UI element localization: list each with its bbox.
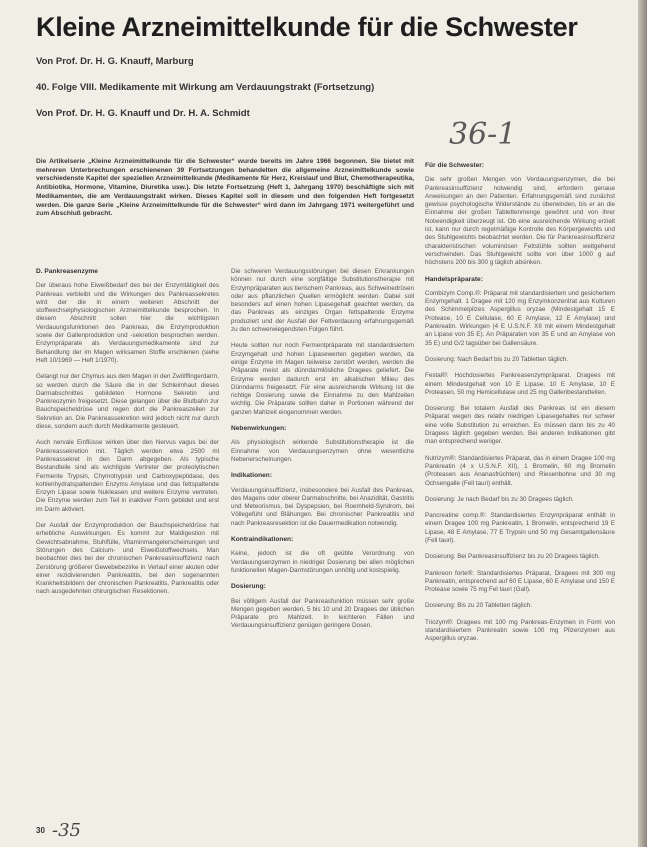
paragraph: Keine, jedoch ist die oft geübte Verordnung von Verdauungsenzymen in niedriger Dosierung bei allen möglichen funktionellen Magen-Darmstörungen unnötig und kostspielig. bbox=[231, 550, 414, 574]
handwritten-note bbox=[447, 108, 517, 156]
paragraph: Bei völligem Ausfall der Pankreasfunktion müssen sehr große Mengen gegeben werden, 5 bis 10 und 20 Dragees der üblichen Präparate pro Mahlzeit. In leichteren Fällen und Verdauungsinsuffizienz genügen geringere Dosen. bbox=[231, 597, 414, 630]
paragraph: Der überaus hohe Eiweißbedarf des bei der Enzymtätigkeit des Pankreas verbleibt und die Wirkungen des Pankreassekretes wird der die in einem weiteren Abschnitt der stoffwechselphysiologischen Arzneimittelkunde besprochen. In diesem Abschnitt sollen hier die wichtigsten Verdauungsfunktionen des Pankreas, die Enzymproduktion sowie der Gallenproduktion und -sekretion besprochen werden. Enzympräparate als Verdauungsmedikamente sind zur Behandlung der im Magen wirksamen Stoffe erschienen (siehe Heft 10/1969 — Heft 1/1970). bbox=[36, 282, 219, 364]
paragraph: Verdauungsinsuffizienz, insbesondere bei Ausfall des Pankreas, des Magens oder oberer Darmabschnitte, bei Anazidität, Gastritis und Meteorismus, bei Dyspepsien, bei Roemheld-Syndrom, bei Völlegefühl und Blähungen. Bei chronischer Pankreatitis und nach Pankreasresektion ist die Dauermedikation notwendig. bbox=[231, 486, 414, 527]
paragraph: Triozym®: Dragees mit 100 mg Pankreas-Enzymen in Form von standardisiertem Pankreatin sowie 100 mg Pilzenzymen aus Aspergillus oryzae. bbox=[425, 618, 615, 643]
paragraph: Pankreon forte®: Standardisiertes Präparat, Dragees mit 300 mg Pankreatin, entsprechend auf 60 E Lipase, 60 E Amylase und 150 E Protease sowie 75 mg Fel tauri (Gall). bbox=[425, 569, 615, 594]
section-heading: Kontraindikationen: bbox=[231, 536, 294, 544]
paragraph: Dosierung: Bei totalem Ausfall des Pankreas ist ein diesem Präparat wegen des relativ niedrigen Lipasegehaltes nur schwer eine volle Substitution zu erreichen. Es müssen dann bis zu 40 Dragees täglich gegeben werden. Bei anderen Indikationen gibt man entsprechend weniger. bbox=[425, 405, 615, 446]
paragraph: Dosierung: Je nach Bedarf bis zu 30 Dragees täglich. bbox=[425, 495, 574, 503]
section-heading: Dosierung: bbox=[231, 583, 266, 591]
intro-paragraph: Die Artikelserie „Kleine Arzneimittelkunde für die Schwester“ wurde bereits im Jahre 1966 begonnen. Sie bietet mit mehreren Unterbrechungen erschienenen 39 Fortsetzungen behandelten die allgemeine Arzneimittelkunde sowie verschiedenste Kapitel der speziellen Arzneimittelkunde (Medikamente für Herz, Kreislauf und Blut, Chemotherapeutika, Antibiotika, Hormone, Vitamine, Diuretika usw.). Die letzte Fortsetzung (Heft 1, Jahrgang 1970) beschäftigte sich mit Medikamenten, die am Verdauungstrakt wirken. Dieses Kapitel soll in diesem und den folgenden Heft fortgesetzt werden. Die ganze Serie „Kleine Arzneimittelkunde für die Schwester“ wird dann im Jahrgang 1971 weitergeführt und zum Abschluß gebracht. bbox=[36, 158, 414, 218]
section-heading: Handelspräparate: bbox=[425, 275, 483, 283]
column-3 bbox=[425, 162, 615, 652]
article-title: Kleine Arzneimittelkunde für die Schwester bbox=[36, 12, 578, 42]
paragraph: Die sehr großen Mengen von Verdauungsenzymen, die bei Pankreasinsuffizienz notwendig sind, erfordern genaue Anweisungen an den Patienten. Erfahrungsgemäß sind zunächst gewisse psychologische Widerstände zu überwinden, bis er an die Einnahme der großen Tablettenmenge gewöhnt und von ihrer Notwendigkeit überzeugt ist. Ob eine ausreichende Wirkung erzielt ist, kann nur durch regelmäßige Kontrolle des Körpergewichts und des Stuhlgewichts beobachtet werden. Die für Pankreasinsuffizienz charakteristischen voluminösen Fettstühle sollten weitgehend verschwinden. Das Stuhlgewicht sollte von über 1000 g auf höchstens 200 bis 300 g täglich absinken. bbox=[425, 176, 615, 267]
author-line: Von Prof. Dr. H. G. Knauff und Dr. H. A. Schmidt bbox=[36, 108, 250, 119]
paragraph: Die schweren Verdauungsstörungen bei diesen Erkrankungen können nur durch eine sorgfältige Substitutionstherapie mit Enzympräparaten aus tierischem Pankreas, aus Schweinedrüsen oder aus pflanzlichen Quellen ermöglicht werden. Dabei soll besonders auf einen hohen Lipasegehalt geachtet werden, da das Pankreas als einziges Organ fettspaltende Enzyme produziert und der Ausfall der Fettverdauung erfahrungsgemäß zu den schwerwiegendsten Folgen führt. bbox=[231, 268, 414, 334]
page-number: 30 bbox=[36, 826, 45, 835]
paragraph: Festal®: Hochdosiertes Pankreasenzympräparat. Dragees mit einem Mindestgehalt von 10 E Lipase, 10 E Amylase, 10 E Proteasen, 50 mg Hemicellulase und 25 mg Gallenbestandteilen. bbox=[425, 372, 615, 396]
paragraph: Auch nervale Einflüsse wirken über den Nervus vagus bei der Pankreassekretion mit. Täglich werden etwa 2500 ml Pankreassekret in den Darm abgegeben. Als typische Bestandteile sind als wichtigste Vertreter der proteolytischen Fermente Trypsin, Chymotrypsin und Carboxypeptidase, des kohlenhydratspaltenden Enzyms Amylase und das fettspaltende Enzym Lipase sowie Nukleasen und weitere Enzyme vertreten. Die Enzyme werden zum Teil in inaktiver Form gebildet und erst im Darm aktiviert. bbox=[36, 439, 219, 513]
handwritten-page-mark bbox=[52, 816, 96, 842]
svg-text:-35: -35 bbox=[52, 820, 81, 841]
paragraph: Der Ausfall der Enzymproduktion der Bauchspeicheldrüse hat erhebliche Auswirkungen. Es kommt zur Maldigestion mit Gewichtsabnahme, Stuhlfülle, Vitaminmangelerscheinungen und Störungen des Calcium- und Eiweißstoffwechsels. Man beobachtet dies bei der chronischen Pankreasinsuffizienz nach Zerstörung größerer Gewebebezirke in Verlauf einer akuten oder einer rezidivierenden Pankreatitis, bei den sogenannten Krankheitsbildern der chronischen Pankreatitis, Pankreatitis oder nach ausgedehnten chirurgischen Resektionen. bbox=[36, 522, 219, 596]
section-heading: D. Pankreasenzyme bbox=[36, 268, 98, 275]
paragraph: Dosierung: Bei Pankreasinsuffizienz bis zu 20 Dragees täglich. bbox=[425, 553, 600, 561]
column-1 bbox=[36, 268, 219, 605]
paragraph: Gelangt nur der Chymus aus dem Magen in den Zwölffingerdarm, so werden durch die Säure die in der Schleimhaut dieses Darmabschnittes gebildeten Hormone Sekretin und Pankreozymin freigesetzt. Diese gelangen über die Blutbahn zur Bauchspeicheldrüse und regen dort die Pankreaszellen zur Sekretion an. Die Pankreassekretion wird jedoch nicht nur durch diese, sondern auch durch Medikamente gesteuert. bbox=[36, 373, 219, 431]
paragraph: Pancreatine comp.®: Standardisiertes Enzympräparat enthält in einem Dragee 100 mg Pankreatin, 1 Bromelin, entsprechend 19 E Lipase, 48 E Amylase, 77 E Trypsin und 50 mg Gesamtgallensäure (Fell tauri). bbox=[425, 512, 615, 544]
section-heading: Nebenwirkungen: bbox=[231, 425, 287, 433]
svg-text:36-1: 36-1 bbox=[449, 117, 517, 152]
section-heading: Für die Schwester: bbox=[425, 162, 484, 169]
series-line: 40. Folge VIII. Medikamente mit Wirkung am Verdauungstrakt (Fortsetzung) bbox=[36, 82, 375, 93]
paragraph: Heute sollten nur noch Fermentpräparate mit standardisiertem Enzymgehalt und hohen Lipasewerten gegeben werden, da einige Enzyme im Magen teilweise zerstört werden, werden die Präparate meist als dünndarmlösliche Dragees geliefert. Die Enzyme werden dadurch erst im alkalischen Milieu des Dünndarms freigesetzt. Für eine ausreichende Wirkung ist die richtige Dosierung sowie die Einnahme zu den Mahlzeiten wichtig. Die Präparate sollten daher in Portionen während der ganzen Mahlzeit eingenommen werden. bbox=[231, 342, 414, 416]
section-heading: Indikationen: bbox=[231, 472, 273, 480]
book-spine-shadow bbox=[638, 0, 647, 847]
author-line-top: Von Prof. Dr. H. G. Knauff, Marburg bbox=[36, 56, 194, 67]
column-2 bbox=[231, 268, 414, 639]
paragraph: Dosierung: Bis zu 20 Tabletten täglich. bbox=[425, 602, 532, 610]
paragraph: Dosierung: Nach Bedarf bis zu 20 Tabletten täglich. bbox=[425, 355, 569, 363]
paragraph: Combizym Comp.®: Präparat mit standardisiertem und gesichertem Enzymgehalt. 1 Dragee mit 120 mg Enzymkonzentrat aus Kulturen des Schimmelpilzes Aspergillus oryzae (Mindestgehalt 15 E Protease, 10 E Cellulase, 60 E Amylase, 12 E Amylase) und Pankreatin. Wirkungen (4 E U.S.N.F. XII mit einem Mindestgehalt an Lipase von 35 E). An Präparaten von 35 E und an Amylase von 35 E) und G/2 tagsüber bei Gallensäure. bbox=[425, 289, 615, 347]
paragraph: Nutrizym®: Standardisiertes Präparat, das in einem Dragee 100 mg Pankreatin (4 x U.S.N.F. XII), 1 Bromelin, 60 mg Bromelin (Proteasen aus Ananasfrüchten) und Riesenbohne und 30 mg Ochsengalle (Fell tauri) enthält. bbox=[425, 454, 615, 487]
paragraph: Als physiologisch wirkende Substitutionstherapie ist die Einnahme von Verdauungsenzymen ohne wesentliche Nebenerscheinungen. bbox=[231, 439, 414, 463]
